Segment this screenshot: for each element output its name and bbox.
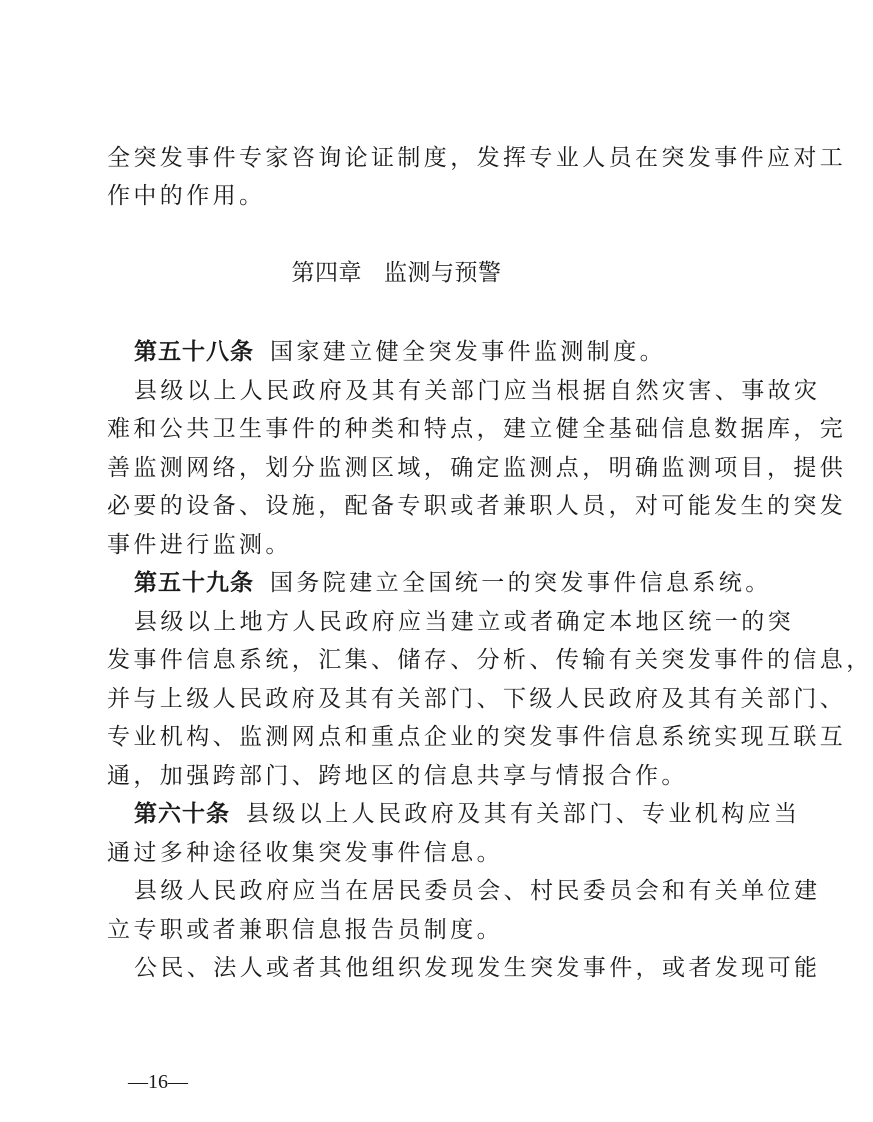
body-text-line: 善监测网络，划分监测区域，确定监测点，明确监测项目，提供 <box>107 455 847 481</box>
article-59-heading <box>134 568 772 598</box>
article-number: 第五十八条 <box>134 339 254 365</box>
body-text-line: 公民、法人或者其他组织发现发生突发事件，或者发现可能 <box>134 955 821 981</box>
body-text-line: 发事件信息系统，汇集、储存、分析、传输有关突发事件的信息， <box>107 647 873 673</box>
body-text-line: 全突发事件专家咨询论证制度，发挥专业人员在突发事件应对工 <box>107 145 847 171</box>
body-text-line: 必要的设备、设施，配备专职或者兼职人员，对可能发生的突发 <box>107 493 847 519</box>
body-text-line: 事件进行监测。 <box>107 532 292 558</box>
article-58-heading <box>134 337 724 367</box>
article-text: 国务院建立全国统一的突发事件信息系统。 <box>270 570 772 596</box>
body-text-line: 县级以上人民政府及其有关部门应当根据自然灾害、事故灾 <box>134 378 821 404</box>
page-number: —16— <box>128 1071 188 1093</box>
body-text-line: 专业机构、监测网点和重点企业的突发事件信息系统实现互联互 <box>107 724 847 750</box>
article-60-heading <box>134 799 801 829</box>
article-number: 第五十九条 <box>134 570 254 596</box>
chapter-number: 第四章 <box>291 260 362 286</box>
chapter-title: 监测与预警 <box>384 260 502 286</box>
body-text-line: 通过多种途径收集突发事件信息。 <box>107 840 503 866</box>
body-text-line: 县级以上地方人民政府应当建立或者确定本地区统一的突 <box>134 609 794 635</box>
article-text: 国家建立健全突发事件监测制度。 <box>270 339 666 365</box>
body-text-line: 并与上级人民政府及其有关部门、下级人民政府及其有关部门、 <box>107 686 847 712</box>
article-number: 第六十条 <box>134 801 230 827</box>
body-text-line: 立专职或者兼职信息报告员制度。 <box>107 917 503 943</box>
article-text: 县级以上人民政府及其有关部门、专业机构应当 <box>246 801 801 827</box>
body-text-line: 通，加强跨部门、跨地区的信息共享与情报合作。 <box>107 763 688 789</box>
body-text-line: 县级人民政府应当在居民委员会、村民委员会和有关单位建 <box>134 878 821 904</box>
body-text-line: 作中的作用。 <box>107 183 266 209</box>
body-text-line: 难和公共卫生事件的种类和特点，建立健全基础信息数据库，完 <box>107 416 847 442</box>
chapter-heading <box>0 258 793 288</box>
